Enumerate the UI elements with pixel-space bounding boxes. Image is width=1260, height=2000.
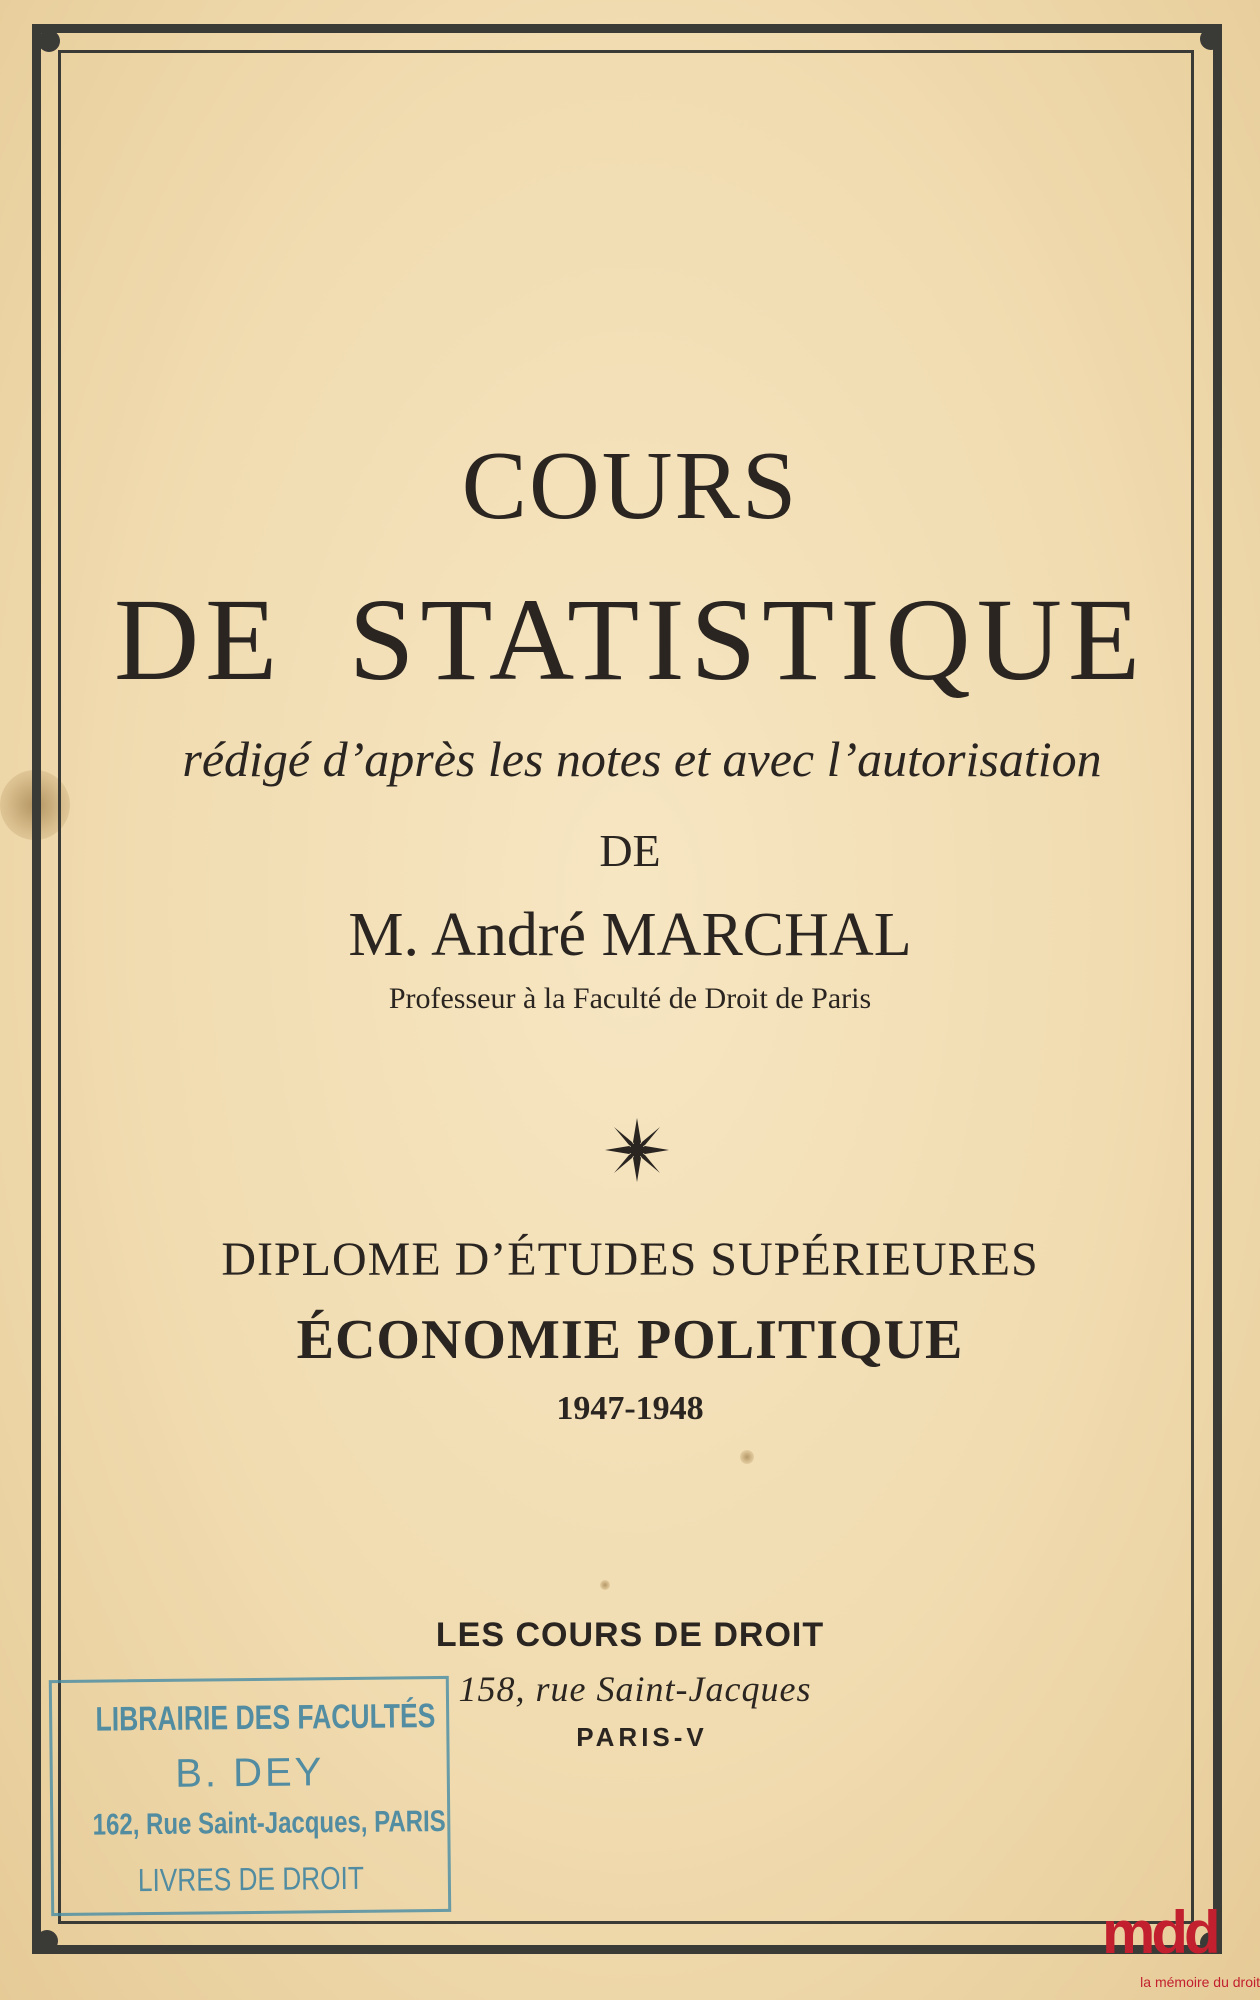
program-line-2: ÉCONOMIE POLITIQUE — [296, 1309, 964, 1371]
watermark-tagline: la mémoire du droit — [1140, 1974, 1260, 1990]
title-line-2: DE STATISTIQUE — [113, 574, 1147, 705]
author-name: M. André MARCHAL — [348, 901, 912, 969]
academic-years: 1947-1948 — [556, 1390, 704, 1427]
mdd-logo-icon: mdd — [1102, 1899, 1217, 1966]
publisher-name: LES COURS DE DROIT — [435, 1616, 825, 1654]
subtitle: rédigé d’après les notes et avec l’autorisation — [182, 731, 1102, 787]
watermark-logo — [1100, 1898, 1260, 1998]
publisher-address: 158, rue Saint-Jacques — [458, 1669, 812, 1709]
de-label: DE — [599, 825, 661, 876]
stamp-line-4: LIVRES DE DROIT — [137, 1859, 365, 1899]
star-ornament-icon — [605, 1118, 669, 1182]
author-role: Professeur à la Faculté de Droit de Paris — [388, 982, 872, 1015]
title-line-1: COURS — [461, 432, 799, 540]
publisher-city: PARIS-V — [576, 1722, 708, 1752]
stamp-line-1: LIBRAIRIE DES FACULTÉS — [95, 1697, 436, 1739]
stamp-line-2: B. DEY — [174, 1750, 325, 1796]
bookseller-stamp — [49, 1676, 451, 1916]
corner-ornament — [36, 1930, 58, 1952]
corner-ornament — [38, 30, 60, 52]
stamp-line-3: 162, Rue Saint-Jacques, PARIS — [92, 1804, 446, 1842]
corner-ornament — [1200, 28, 1222, 50]
program-line-1: DIPLOME D’ÉTUDES SUPÉRIEURES — [221, 1233, 1039, 1286]
